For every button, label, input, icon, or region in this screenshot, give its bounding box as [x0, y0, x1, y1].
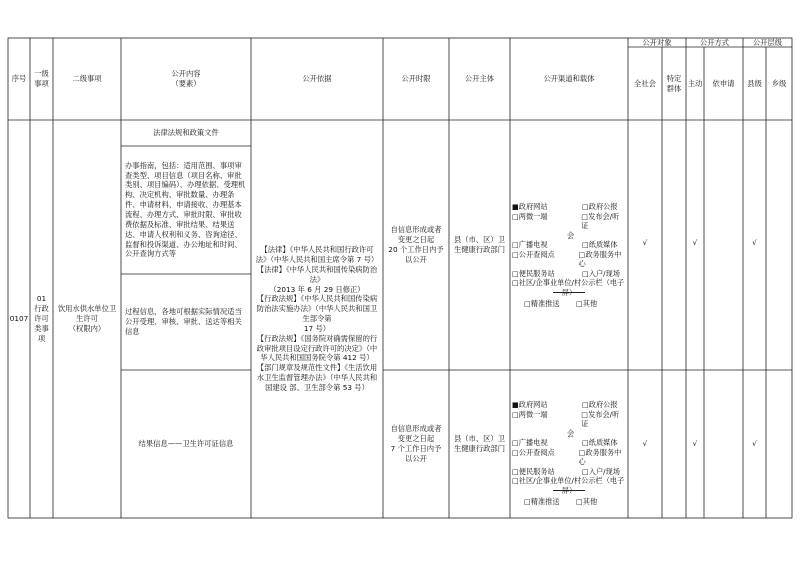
check-mark-method-active: √ — [692, 439, 698, 449]
channel-item: □政府公报 — [582, 202, 618, 211]
header-level2: 二级事项 — [72, 74, 102, 84]
header-group-level: 公开层级 — [752, 37, 783, 47]
channel-item: □便民服务站 — [512, 466, 555, 476]
channel-item: □政务服务中心 — [578, 249, 622, 268]
row-seq: 0107 — [9, 314, 29, 324]
header-target-specific: 特定 群体 — [666, 73, 682, 93]
header-level-county: 县级 — [747, 78, 762, 88]
header-seq: 序号 — [11, 74, 27, 84]
channel-item: □精准推送 — [524, 497, 560, 506]
content-guide: 办事指南，包括：适用范围、事项审查类型、项目信息（项目名称、审批类别、项目编码）、办理依据、受理机构、决定机构、审批数量、办理条件、申请材料、申请接收、办理基本流程、办理方式、审批时限、审批收费依据及标准、审批结果、结果送达、申请人权利和义务、咨询途径、监督和投诉渠道、办公地址和时间、公开查询方式等 — [125, 160, 246, 259]
channel-item: 会 — [567, 230, 575, 240]
subject-upper: 县（市、区）卫 生健康行政部门 — [453, 235, 506, 254]
header-time: 公开时限 — [401, 74, 431, 84]
channel-item: □其他 — [576, 299, 598, 308]
check-mark-level-county: √ — [752, 238, 757, 248]
channel-item: 会 — [567, 428, 575, 438]
channel-item: □发布会/听证 — [581, 409, 620, 428]
content-laws: 法律法规和政策文件 — [153, 128, 219, 138]
channel-item: □精准推送 — [524, 299, 560, 308]
channel-item: □两微一端 — [512, 211, 548, 221]
channel-item: ■政府网站 — [512, 202, 548, 211]
channel-item: □广播电视 — [512, 240, 548, 249]
content-process: 过程信息，各地可根据实际情况适当公开受理、审核、审批、送达等相关信息 — [125, 307, 242, 336]
channel-item: □公开查阅点 — [512, 249, 555, 259]
header-subject: 公开主体 — [464, 74, 495, 84]
check-mark-target-all: √ — [642, 439, 648, 449]
header-basis: 公开依据 — [302, 74, 332, 84]
time-lower: 自信息形成或者 变更之日起 7 个工作日内予 以公开 — [390, 424, 442, 463]
channel-item: □两微一端 — [512, 409, 548, 419]
channel-item: □纸质媒体 — [582, 240, 618, 249]
header-group-target: 公开对象 — [642, 37, 672, 47]
check-mark-method-active: √ — [692, 238, 698, 248]
channel-item: □社区/企事业单位/村公示栏（电子 — [512, 476, 625, 485]
channel-item: □纸质媒体 — [582, 438, 618, 447]
subject-lower: 县（市、区）卫 生健康行政部门 — [453, 434, 506, 453]
channel-item: □便民服务站 — [512, 268, 555, 278]
header-method-active: 主动 — [687, 78, 703, 88]
header-level1: 一级 事项 — [34, 69, 49, 88]
channel-item: □其他 — [576, 497, 598, 506]
channel-item — [512, 429, 567, 439]
header-target-all: 全社会 — [634, 78, 656, 88]
header-content: 公开内容 （要素） — [171, 69, 201, 88]
header-method-apply: 依申请 — [712, 78, 735, 88]
row-level2: 饮用水供水单位卫 生许可 （权限内） — [57, 304, 117, 333]
channel-item: □社区/企事业单位/村公示栏（电子 — [512, 278, 625, 287]
row-level1: 01 行政 许可 类事 项 — [34, 294, 49, 343]
channel-item: 屏） — [561, 287, 577, 297]
check-mark-target-all: √ — [642, 238, 648, 248]
channel-item: □入户/现场 — [582, 268, 620, 278]
check-mark-level-county: √ — [752, 439, 757, 449]
divider — [553, 490, 585, 491]
channel-item: □入户/现场 — [582, 466, 620, 476]
channel-item: □政府公报 — [582, 400, 618, 409]
time-upper: 自信息形成或者 变更之日起 20 个工作日内予 以公开 — [388, 225, 444, 264]
header-level-township: 乡级 — [771, 78, 787, 88]
channel-item — [512, 231, 567, 241]
divider — [553, 292, 585, 293]
channel-item: 屏） — [561, 485, 577, 495]
header-channel: 公开渠道和载体 — [543, 74, 595, 84]
channel-item: □政务服务中心 — [578, 447, 622, 466]
channel-item: □公开查阅点 — [512, 447, 555, 457]
channel-item: ■政府网站 — [512, 400, 548, 409]
basis-text: 【法律】《中华人民共和国行政许可法》（中华人民共和国主席令第 7 号） 【法律】《中华人民共和国传染病防治法》 （2013 年 6 月 29 日修正） 【行政法规】《中华人民共和国传染病防治法实施办法》（中华人民共和国卫生部令第 17 号） 【行政法规】《国务院对确需保留的行政审批项目设定行政许可的决定》（中华人民共和国国务院令第 412 号） 【部门规章及规范性文件】《生活饮用水卫生监督管理办法》（中华人民共和国建设 部、卫生部令第 53 号） — [255, 245, 379, 392]
channel-item: □发布会/听证 — [581, 211, 620, 230]
content-result: 结果信息——卫生许可证信息 — [138, 439, 234, 449]
channel-item: □广播电视 — [512, 438, 548, 447]
header-group-method: 公开方式 — [699, 37, 730, 47]
